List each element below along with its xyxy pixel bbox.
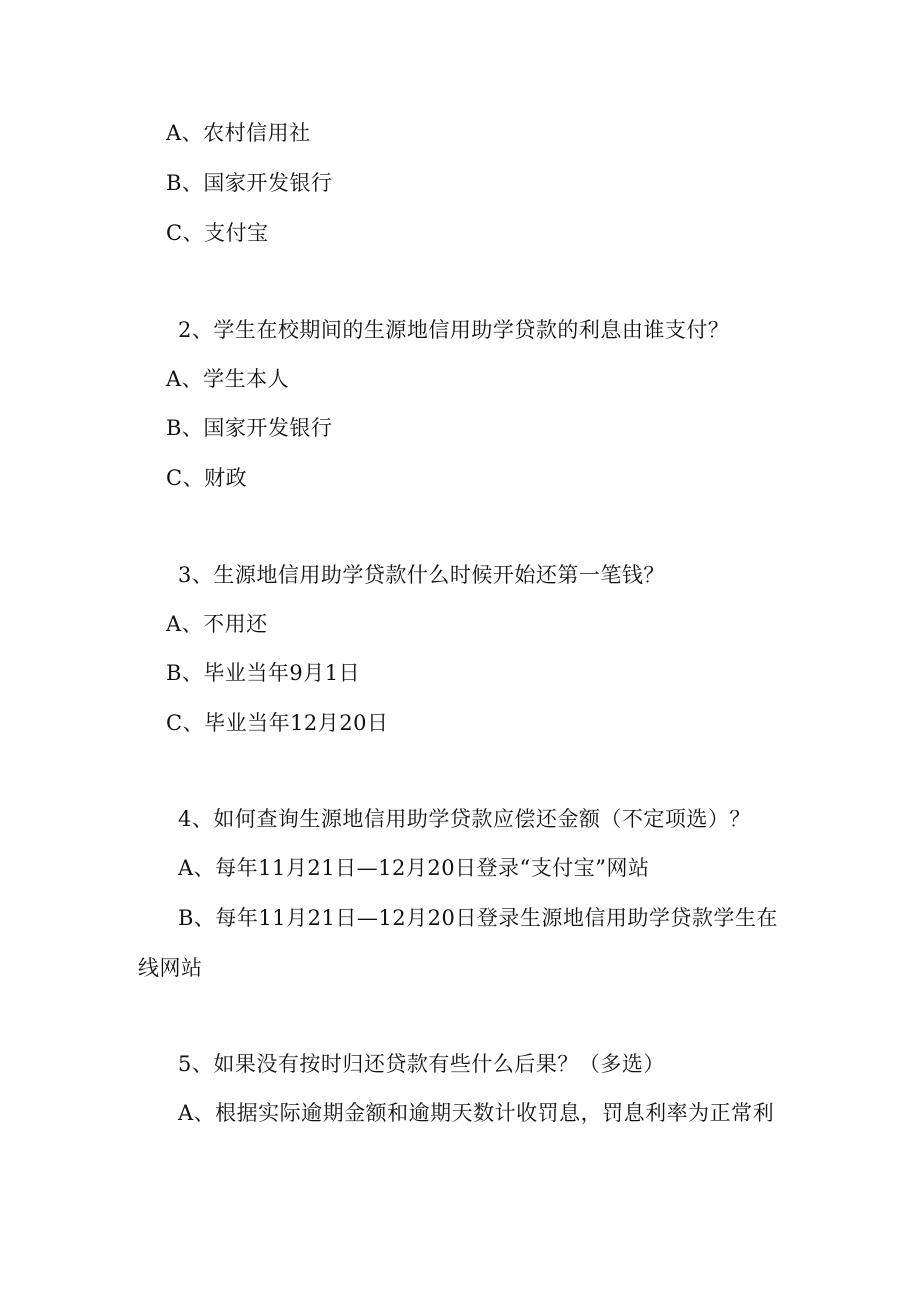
q2-option-c: C、财政 [166, 466, 248, 490]
q1-option-c: C、支付宝 [166, 221, 269, 245]
q1-option-a: A、农村信用社 [166, 121, 311, 145]
q4-option-a: A、每年11月21日—12月20日登录“支付宝”网站 [178, 856, 650, 880]
q3-option-b: B、毕业当年9月1日 [166, 661, 361, 685]
q4-option-b: B、每年11月21日—12月20日登录生源地信用助学贷款学生在 [178, 906, 778, 930]
q5-question: 5、如果没有按时归还贷款有些什么后果？（多选） [178, 1052, 665, 1076]
q4-option-b-continued: 线网站 [138, 956, 203, 980]
q3-option-a: A、不用还 [166, 612, 268, 636]
q2-question: 2、学生在校期间的生源地信用助学贷款的利息由谁支付？ [178, 318, 730, 342]
q3-option-c: C、毕业当年12月20日 [166, 711, 389, 735]
q3-question: 3、生源地信用助学贷款什么时候开始还第一笔钱？ [178, 563, 665, 587]
q2-option-a: A、学生本人 [166, 367, 290, 391]
q5-option-a: A、根据实际逾期金额和逾期天数计收罚息，罚息利率为正常利 [178, 1101, 775, 1125]
q4-question: 4、如何查询生源地信用助学贷款应偿还金额（不定项选）？ [178, 807, 751, 831]
q1-option-b: B、国家开发银行 [166, 171, 333, 195]
q2-option-b: B、国家开发银行 [166, 416, 333, 440]
